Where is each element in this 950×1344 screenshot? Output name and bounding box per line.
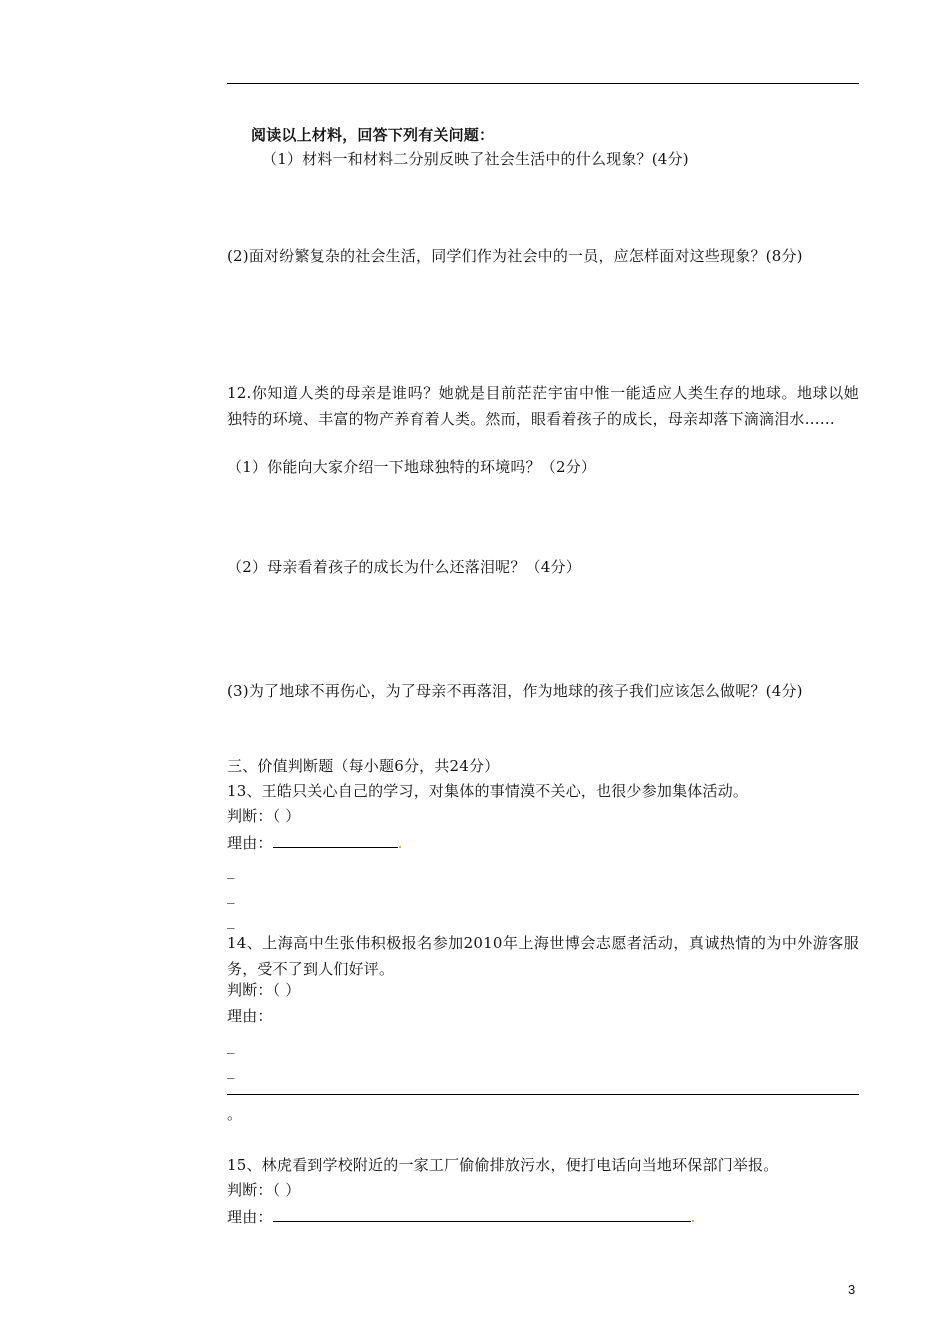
q12-part3: (3)为了地球不再伤心，为了母亲不再落泪，作为地球的孩子我们应该怎么做呢？(4分) <box>227 682 803 700</box>
q15-dot: . <box>690 1208 696 1226</box>
q13-text: 13、王皓只关心自己的学习，对集体的事情漠不关心，也很少参加集体活动。 <box>227 782 749 800</box>
q14-text: 14、上海高中生张伟积极报名参加2010年上海世博会志愿者活动，真诚热情的为中外游客服务，受不了到人们好评。 <box>227 934 859 978</box>
q11-part1: （1）材料一和材料二分别反映了社会生活中的什么现象？(4分) <box>262 150 689 168</box>
q14-reason: 理由： <box>227 1007 273 1025</box>
q14-end-mark: 。 <box>227 1105 243 1123</box>
q11-part2: (2)面对纷繁复杂的社会生活，同学们作为社会中的一员，应怎样面对这些现象？(8分) <box>227 247 803 265</box>
q14-dash-2: _ <box>227 1061 235 1079</box>
q15-reason-row <box>227 1205 696 1228</box>
q14-judge: 判断：（ ） <box>227 981 301 999</box>
q13-dot: . <box>397 834 403 852</box>
q13-reason-blank[interactable] <box>273 831 398 848</box>
q12-part2: （2）母亲看着孩子的成长为什么还落泪呢？（4分） <box>227 558 581 576</box>
q13-dash-1: _ <box>227 861 235 879</box>
q14-dash-1: _ <box>227 1036 235 1054</box>
q15-reason-blank[interactable] <box>273 1205 691 1222</box>
q15-text: 15、林虎看到学校附近的一家工厂偷偷排放污水，便打电话向当地环保部门举报。 <box>227 1156 779 1174</box>
q15-judge: 判断：（ ） <box>227 1181 301 1199</box>
header-rule <box>227 83 859 84</box>
reading-instruction: 阅读以上材料，回答下列有关问题： <box>251 126 495 144</box>
q15-reason-label: 理由： <box>227 1208 273 1226</box>
page-number: 3 <box>848 1282 856 1297</box>
q13-reason-row <box>227 831 403 854</box>
section3-heading: 三、价值判断题（每小题6分，共24分） <box>227 757 500 775</box>
q14-answer-line[interactable] <box>227 1094 859 1095</box>
q13-dash-2: _ <box>227 886 235 904</box>
q13-reason-label: 理由： <box>227 834 273 852</box>
q13-dash-3: _ <box>227 911 235 929</box>
q13-judge: 判断：（ ） <box>227 807 301 825</box>
q12-stem: 12.你知道人类的母亲是谁吗？她就是目前茫茫宇宙中惟一能适应人类生存的地球。地球以她独特的环境、丰富的物产养育着人类。然而，眼看着孩子的成长，母亲却落下滴滴泪水…… <box>227 384 859 428</box>
q12-part1: （1）你能向大家介绍一下地球独特的环境吗？（2分） <box>227 458 597 476</box>
